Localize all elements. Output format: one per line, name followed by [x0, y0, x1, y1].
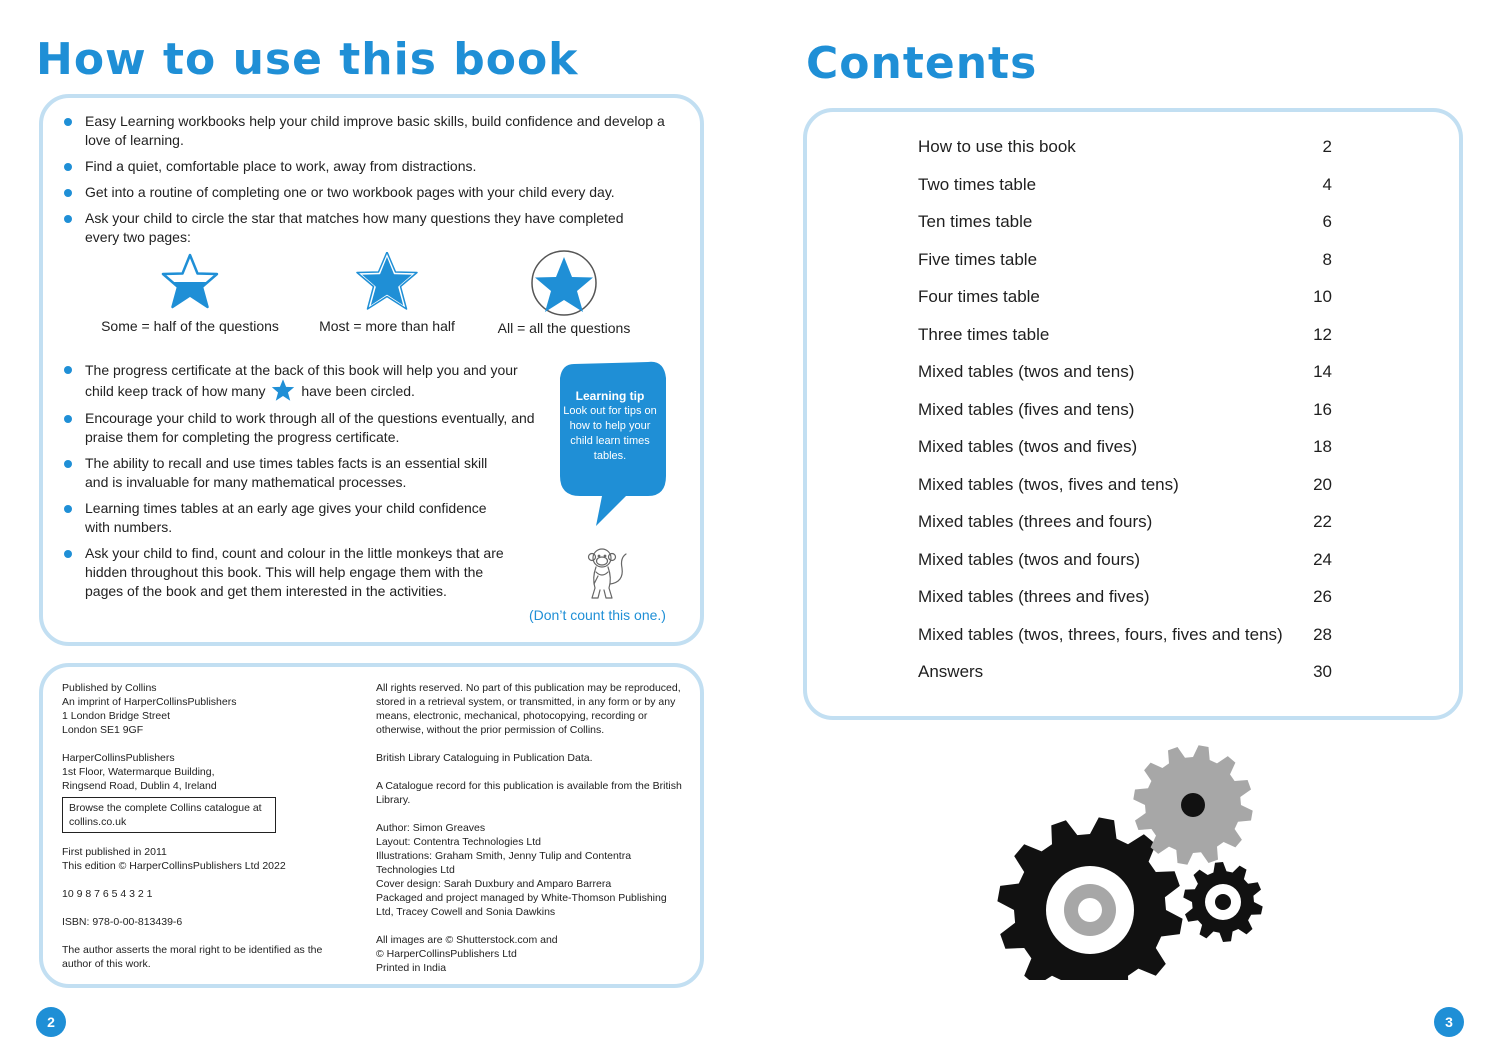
half-star-icon: [159, 252, 221, 310]
bullet-icon: [64, 118, 72, 126]
list-item: Get into a routine of completing one or two workbook pages with your child every day.: [64, 183, 674, 202]
contents-row[interactable]: How to use this book 2: [918, 137, 1332, 156]
bullet-icon: [64, 189, 72, 197]
list-item: The ability to recall and use times tables facts is an essential skill and is invaluable for many mathematical processes.: [64, 454, 504, 492]
learning-tip-body: Look out for tips on how to help your child learn times tables.: [563, 405, 657, 462]
star-some: Some = half of the questions: [96, 252, 284, 334]
contents-row[interactable]: Mixed tables (fives and tens) 16: [918, 399, 1332, 419]
rights-reserved: All rights reserved. No part of this publication may be reproduced, stored in a retrieval system, or transmitted, in any form or by any means, electronic, mechanical, photocopying, recording or otherwise, without the prior permission of Collins.: [376, 682, 681, 736]
bullet-icon: [64, 460, 72, 468]
learning-tip: [560, 389, 660, 464]
credits: Author: Simon Greaves Layout: Contentra Technologies Ltd Illustrations: Graham Smith, Jenny Tulip and Contentra Technologies Ltd Cover design: Sarah Duxbury and Amparo Barrera Packaged and project managed by White-Thomson Publishing Ltd, Tracey Cowell and Sonia Dawkins: [376, 822, 667, 918]
moral-rights: The author asserts the moral right to be identified as the author of this work.: [62, 944, 323, 970]
instructions-list: [64, 112, 674, 254]
isbn: ISBN: 978-0-00-813439-6: [62, 916, 183, 928]
contents-row[interactable]: Mixed tables (threes and fours) 22: [918, 512, 1332, 531]
contents-row[interactable]: Three times table 12: [918, 324, 1332, 344]
contents-row[interactable]: Mixed tables (twos, threes, fours, fives and tens) 28: [918, 624, 1332, 644]
contents-row[interactable]: Two times table 4: [918, 174, 1332, 194]
contents-row[interactable]: Four times table 10: [918, 287, 1332, 306]
page-title-how-to-use: How to use this book: [36, 34, 579, 85]
list-item: The progress certificate at the back of this book will help you and your child keep track of how many have been circled.: [64, 360, 536, 402]
bullet-icon: [64, 215, 72, 223]
list-item: Ask your child to find, count and colour in the little monkeys that are hidden throughout this book. This will help engage them with the pages of the book and get them interested in the activities.: [64, 544, 504, 601]
contents-row[interactable]: Mixed tables (twos and fives) 18: [918, 437, 1332, 456]
monkey-icon: [582, 544, 630, 602]
contents-row[interactable]: Five times table 8: [918, 249, 1332, 269]
publisher-address: Published by Collins An imprint of HarperCollinsPublishers 1 London Bridge Street London SE1 9GF: [62, 682, 237, 736]
list-item: Ask your child to circle the star that matches how many questions they have completed every two pages:: [64, 209, 644, 247]
contents-row[interactable]: Mixed tables (threes and fives) 26: [918, 587, 1332, 606]
star-icon: [270, 378, 296, 402]
monkey-caption: (Don’t count this one.): [529, 607, 666, 623]
publisher-info-right: [376, 681, 686, 989]
list-item: Easy Learning workbooks help your child improve basic skills, build confidence and develop a love of learning.: [64, 112, 674, 150]
contents-row[interactable]: Mixed tables (twos, fives and tens) 20: [918, 474, 1332, 494]
contents-row[interactable]: Mixed tables (twos and fours) 24: [918, 549, 1332, 569]
edition-info: First published in 2011 This edition © HarperCollinsPublishers Ltd 2022: [62, 846, 286, 872]
list-item: Find a quiet, comfortable place to work, away from distractions.: [64, 157, 674, 176]
gears-illustration: [990, 740, 1280, 980]
learning-tip-title: Learning tip: [575, 389, 645, 403]
page-number-right: 3: [1434, 1007, 1464, 1037]
catalogue-box: Browse the complete Collins catalogue at collins.co.uk: [62, 797, 276, 833]
circled-star-icon: [530, 250, 598, 316]
print-line: 10 9 8 7 6 5 4 3 2 1: [62, 888, 153, 900]
page-title-contents: Contents: [806, 38, 1038, 89]
image-credits: All images are © Shutterstock.com and © HarperCollinsPublishers Ltd Printed in India: [376, 934, 558, 974]
publisher-dublin-address: HarperCollinsPublishers 1st Floor, Watermarque Building, Ringsend Road, Dublin 4, Ireland: [62, 752, 217, 792]
catalogue-record: A Catalogue record for this publication is available from the British Library.: [376, 780, 682, 806]
list-item: Encourage your child to work through all of the questions eventually, and praise them for completing the progress certificate.: [64, 409, 536, 447]
contents-list: [918, 137, 1332, 700]
contents-row[interactable]: Ten times table 6: [918, 212, 1332, 231]
publisher-info-left: [62, 681, 352, 985]
contents-row[interactable]: Answers 30: [918, 662, 1332, 681]
tips-list: [64, 360, 536, 608]
bullet-icon: [64, 366, 72, 374]
grey-gear-icon: [1133, 745, 1252, 864]
bullet-icon: [64, 505, 72, 513]
star-most: Most = more than half: [309, 252, 465, 334]
bullet-icon: [64, 550, 72, 558]
star-all: All = all the questions: [490, 250, 638, 336]
cataloguing: British Library Cataloguing in Publication Data.: [376, 752, 593, 764]
filled-star-icon: [356, 252, 418, 310]
page-number-left: 2: [36, 1007, 66, 1037]
contents-row[interactable]: Mixed tables (twos and tens) 14: [918, 362, 1332, 381]
small-gear-icon: [1183, 862, 1262, 942]
bullet-icon: [64, 163, 72, 171]
bullet-icon: [64, 415, 72, 423]
list-item: Learning times tables at an early age gives your child confidence with numbers.: [64, 499, 504, 537]
